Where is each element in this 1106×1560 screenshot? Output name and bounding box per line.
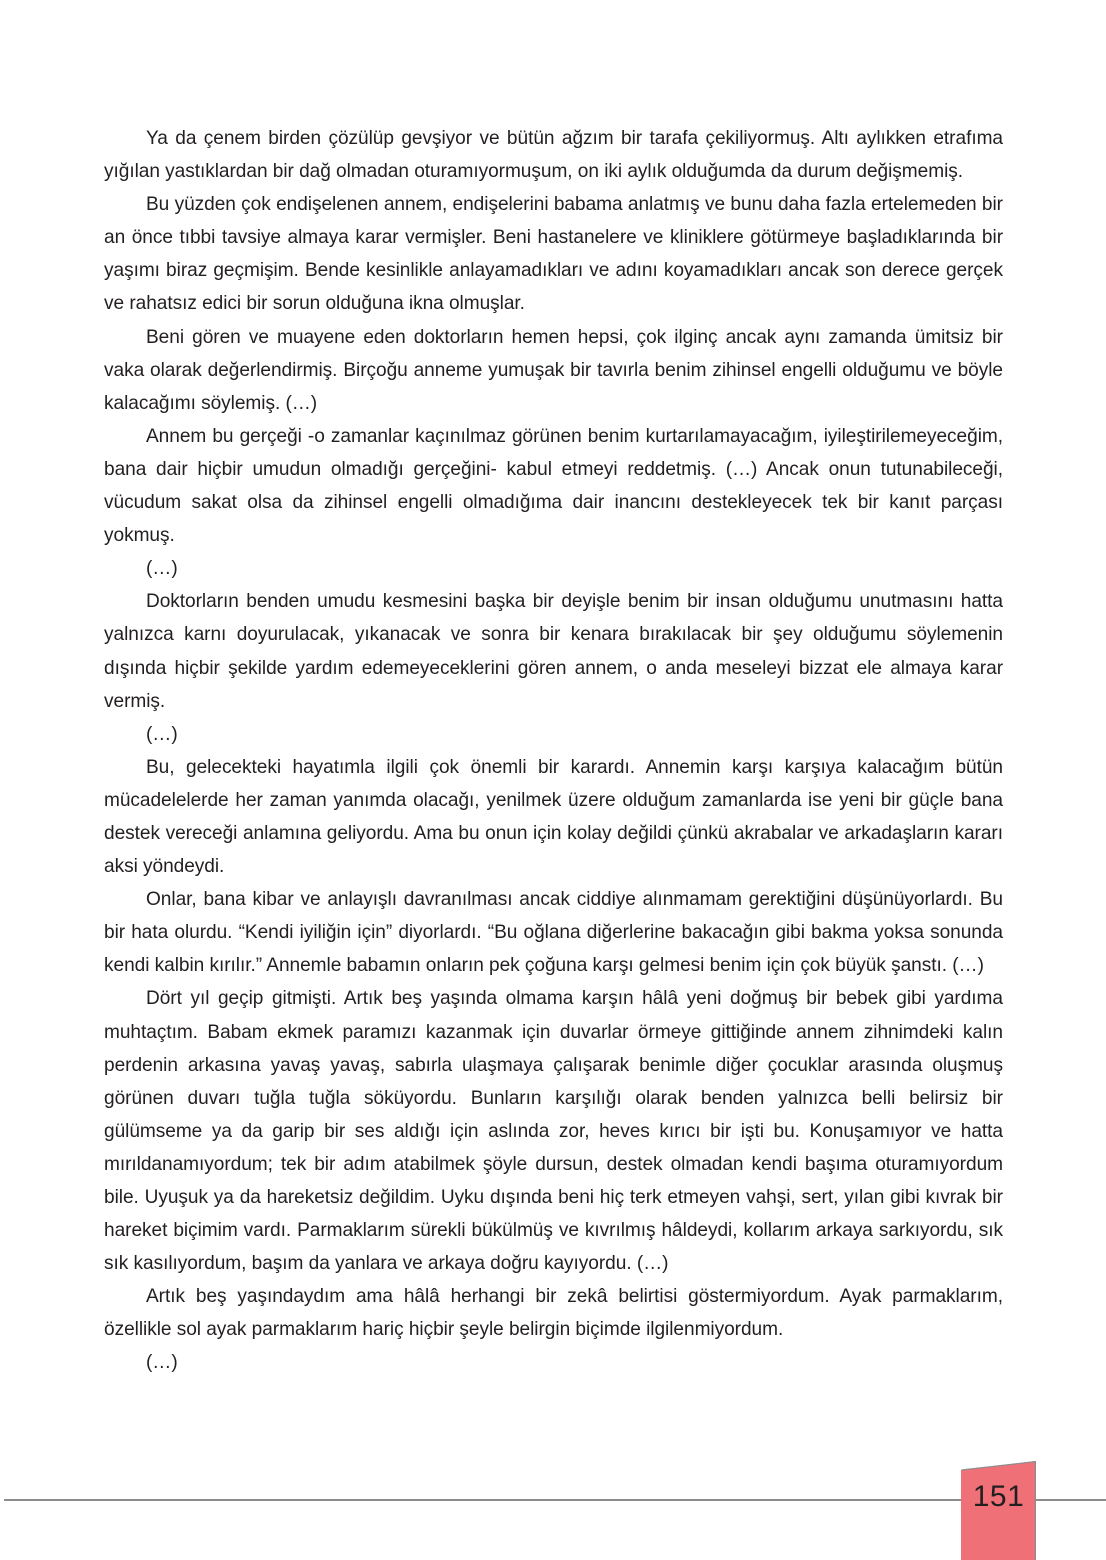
paragraph-ellipsis: (…) bbox=[146, 558, 178, 580]
body-text-column bbox=[104, 122, 1003, 1380]
paragraph: Bu, gelecekteki hayatımla ilgili çok önemli bir karardı. Annemin karşı karşıya kalacağım bütün mücadelelerde her zaman yanımda olacağı, yenilmek üzere olduğum zamanlarda ise yeni bir güçle bana destek vereceği anlamına geliyordu. Ama bu onun için kolay değildi çünkü akrabalar ve arkadaşların kararı aksi yöndeydi. bbox=[104, 756, 1003, 878]
paragraph: Doktorların benden umudu kesmesini başka bir deyişle benim bir insan olduğumu unutmasını hatta yalnızca karnı doyurulacak, yıkanacak ve sonra bir kenara bırakılacak bir şey olduğumu söylemenin dışında hiçbir şekilde yardım edemeyeceklerini gören annem, o anda meseleyi bizzat ele almaya karar vermiş. bbox=[104, 591, 1003, 712]
page-number-label: 151 bbox=[972, 1480, 1025, 1513]
paragraph: Artık beş yaşındaydım ama hâlâ herhangi bir zekâ belirtisi göstermiyordum. Ayak parmaklarım, özellikle sol ayak parmaklarım hariç hiçbir şeyle belirgin biçimde ilgilenmiyordum. bbox=[104, 1286, 1003, 1341]
paragraph: Annem bu gerçeği -o zamanlar kaçınılmaz görünen benim kurtarılamayacağım, iyileştirilemeyeceğim, bana dair hiçbir umudun olmadığı gerçeğini- kabul etmeyi reddetmiş. (…) Ancak onun tutunabileceği, vücudum sakat olsa da zihinsel engelli olmadığıma dair inancını destekleyecek tek bir kanıt parçası yokmuş. bbox=[104, 425, 1003, 547]
page-number-badge bbox=[961, 1461, 1036, 1560]
paragraph: Onlar, bana kibar ve anlayışlı davranılması ancak ciddiye alınmamam gerektiğini düşünüyorlardı. Bu bir hata olurdu. “Kendi iyiliğin için” diyorlardı. “Bu oğlana diğerlerine bakacağın gibi bakma yoksa sonunda kendi kalbin kırılır.” Annemle babamın onların pek çoğuna karşı gelmesi benim için çok büyük şanstı. (…) bbox=[104, 889, 1003, 977]
paragraph: Beni gören ve muayene eden doktorların hemen hepsi, çok ilginç ancak aynı zamanda ümitsiz bir vaka olarak değerlendirmiş. Birçoğu anneme yumuşak bir tavırla benim zihinsel engelli olduğumu ve böyle kalacağımı söylemiş. (…) bbox=[104, 326, 1003, 414]
paragraph: Ya da çenem birden çözülüp gevşiyor ve bütün ağzım bir tarafa çekiliyormuş. Altı aylıkken etrafıma yığılan yastıklardan bir dağ olmadan oturamıyormuşum, on iki aylık olduğumda da durum değişmemiş. bbox=[104, 128, 1003, 183]
paragraph-ellipsis: (…) bbox=[146, 723, 178, 745]
paragraph: Bu yüzden çok endişelenen annem, endişelerini babama anlatmış ve bunu daha fazla ertelemeden bir an önce tıbbi tavsiye almaya karar vermişler. Beni hastanelere ve kliniklere götürmeye başladıklarında bir yaşımı biraz geçmişim. Bende kesinlikle anlayamadıkları ve adını koyamadıkları ancak son derece gerçek ve rahatsız edici bir sorun olduğuna ikna olmuşlar. bbox=[104, 194, 1003, 315]
footer-divider-rule bbox=[4, 1499, 1106, 1501]
paragraph-ellipsis: (…) bbox=[146, 1352, 178, 1374]
paragraph: Dört yıl geçip gitmişti. Artık beş yaşında olmama karşın hâlâ yeni doğmuş bir bebek gibi yardıma muhtaçtım. Babam ekmek paramızı kazanmak için duvarlar örmeye gittiğinde annem zihnimdeki kalın perdenin arkasına yavaş yavaş, sabırla ulaşmaya çalışarak benimle diğer çocuklar arasında oluşmuş görünen duvarı tuğla tuğla söküyordu. Bunların karşılığı olarak benden yalnızca belli belirsiz bir gülümseme ya da garip bir ses aldığı için aslında zor, heves kırıcı bir işti bu. Konuşamıyor ve hatta mırıldanamıyordum; tek bir adım atabilmek şöyle dursun, destek olmadan kendi başıma oturamıyordum bile. Uyuşuk ya da hareketsiz değildim. Uyku dışında beni hiç terk etmeyen vahşi, sert, yılan gibi kıvrak bir hareket biçimim vardı. Parmaklarım sürekli bükülmüş ve kıvrılmış hâldeydi, kollarım arkaya sarkıyordu, sık sık kasılıyordum, başım da yanlara ve arkaya doğru kayıyordu. (…) bbox=[104, 988, 1003, 1275]
